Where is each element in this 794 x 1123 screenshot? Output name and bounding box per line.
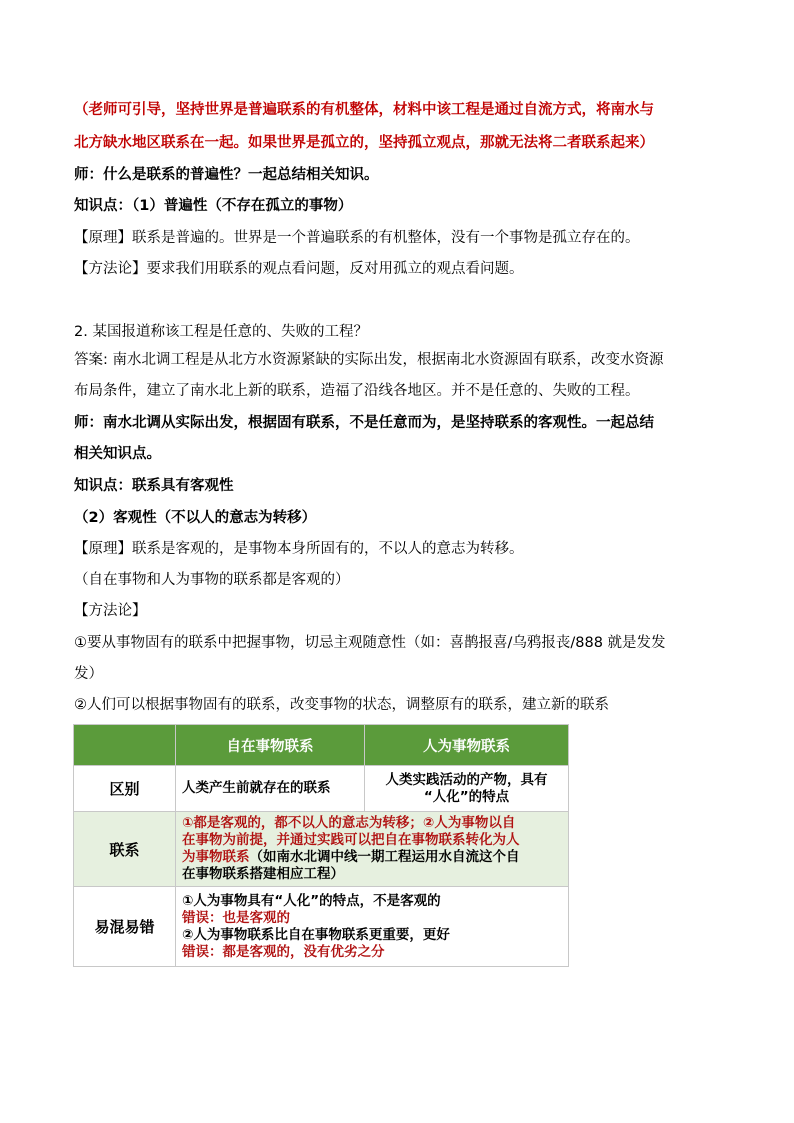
principle-2-note: （自在事物和人为事物的联系都是客观的） <box>74 572 350 588</box>
table-header-row <box>74 725 569 766</box>
mistake-line-2: 错误：也是客观的 <box>182 909 290 926</box>
answer-2-line-2: 布局条件，建立了南水北上新的联系，造福了沿线各地区。并不是任意的、失败的工程。 <box>74 383 640 399</box>
connection-line-3-red: 为事物联系 <box>182 849 250 865</box>
table-row-common-mistakes <box>74 887 569 967</box>
difference-natural: 人类产生前就存在的联系 <box>176 766 365 812</box>
connection-line-1: ①都是客观的，都不以人的意志为转移；②人为事物以自 <box>182 815 516 831</box>
knowledge-point-1: 知识点：（1）普遍性（不存在孤立的事物） <box>74 198 353 214</box>
objectivity-heading: （2）客观性（不以人的意志为转移） <box>74 510 317 526</box>
methodology-1: 【方法论】要求我们用联系的观点看问题，反对用孤立的观点看问题。 <box>74 261 524 277</box>
connection-line-4: 在事物联系搭建相应工程） <box>182 866 344 882</box>
mistake-line-1: ①人为事物具有“人化”的特点，不是客观的 <box>182 892 441 909</box>
comparison-table <box>73 724 569 967</box>
teacher-summary-line-2: 相关知识点。 <box>74 446 161 462</box>
principle-2: 【原理】联系是客观的，是事物本身所固有的，不以人的意志为转移。 <box>74 541 524 557</box>
answer-2-line-1: 答案: 南水北调工程是从北方水资源紧缺的实际出发，根据南北水资源固有联系，改变水资源 <box>74 352 664 368</box>
methodology-2-item-1-line-1: ①要从事物固有的联系中把握事物，切忌主观随意性（如：喜鹊报喜/乌鸦报丧/888 就是发发 <box>74 635 666 651</box>
teacher-question: 师：什么是联系的普遍性？一起总结相关知识。 <box>74 167 379 183</box>
methodology-2-item-1-line-2: 发） <box>74 666 103 682</box>
row-label-common-mistakes: 易混易错 <box>74 887 176 967</box>
header-artificial-connection: 人为事物联系 <box>365 725 569 766</box>
teacher-summary-line-1: 师：南水北调从实际出发，根据固有联系，不是任意而为，是坚持联系的客观性。一起总结 <box>74 415 654 431</box>
table-row-connection <box>74 812 569 887</box>
header-empty-cell <box>74 725 176 766</box>
difference-artificial-line-1: 人类实践活动的产物，具有 <box>385 771 548 788</box>
mistake-line-4: 错误：都是客观的，没有优劣之分 <box>182 943 385 960</box>
question-2: 2. 某国报道称该工程是任意的、失败的工程？ <box>74 324 368 340</box>
teacher-guide-line-2: 北方缺水地区联系在一起。如果世界是孤立的，坚持孤立观点，那就无法将二者联系起来） <box>74 135 654 151</box>
connection-line-3-example: （如南水北调中线一期工程运用水自流这个自 <box>249 849 520 865</box>
methodology-2-heading: 【方法论】 <box>74 603 147 619</box>
row-label-connection: 联系 <box>74 812 176 887</box>
common-mistakes-description <box>176 887 569 967</box>
knowledge-point-2: 知识点：联系具有客观性 <box>74 478 234 494</box>
principle-1: 【原理】联系是普遍的。世界是一个普遍联系的有机整体，没有一个事物是孤立存在的。 <box>74 230 640 246</box>
teacher-guide-line-1: （老师可引导，坚持世界是普遍联系的有机整体，材料中该工程是通过自流方式，将南水与 <box>74 102 654 118</box>
difference-artificial <box>365 766 569 812</box>
mistake-line-3: ②人为事物联系比自在事物联系更重要，更好 <box>182 926 450 943</box>
row-label-difference: 区别 <box>74 766 176 812</box>
methodology-2-item-2: ②人们可以根据事物固有的联系，改变事物的状态，调整原有的联系，建立新的联系 <box>74 697 609 713</box>
connection-description <box>176 812 569 887</box>
table-row-difference <box>74 766 569 812</box>
connection-line-3 <box>182 849 562 866</box>
difference-artificial-line-2: “人化”的特点 <box>423 788 510 805</box>
connection-line-2: 在事物为前提，并通过实践可以把自在事物联系转化为人 <box>182 832 520 848</box>
header-natural-connection: 自在事物联系 <box>176 725 365 766</box>
